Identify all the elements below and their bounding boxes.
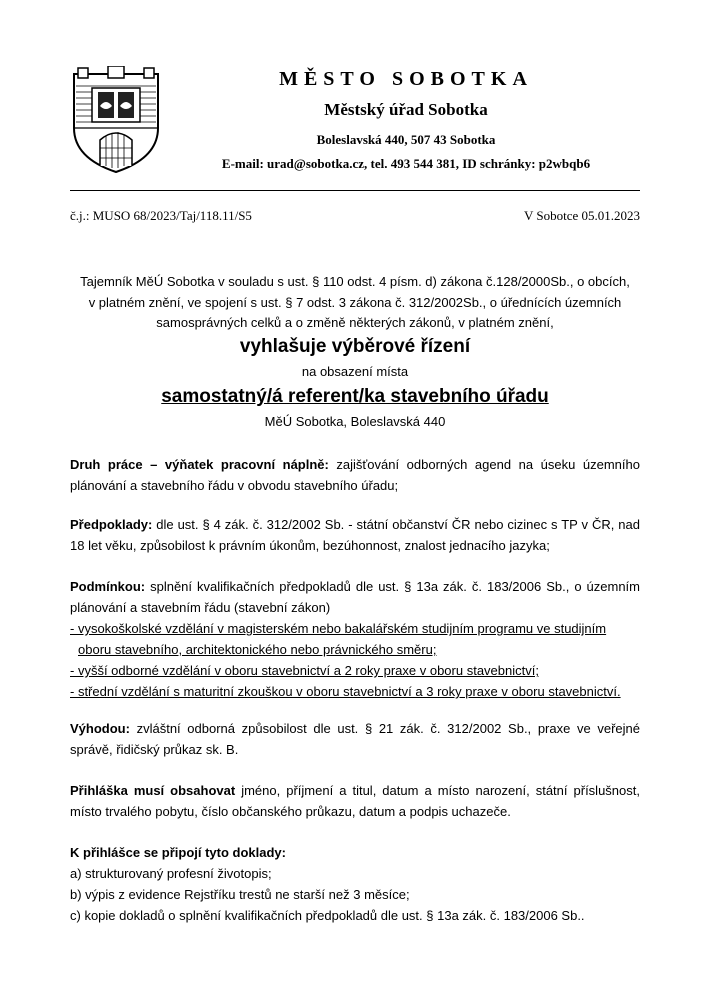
- city-name: MĚSTO SOBOTKA: [279, 68, 533, 90]
- condition-item: oboru stavebního, architektonického nebo právnického směru;: [78, 642, 437, 657]
- coat-of-arms-icon: [70, 66, 162, 176]
- application-section: [70, 780, 640, 822]
- document-item: a) strukturovaný profesní životopis;: [70, 866, 272, 881]
- section-label: Výhodou:: [70, 721, 130, 736]
- section-text: jméno, příjmení a titul, datum a místo narození, státní příslušnost, místo trvalého pobytu, číslo občanského průkazu, datum a podpis uchazeče.: [70, 783, 640, 819]
- section-label: K přihlášce se připojí tyto doklady:: [70, 845, 286, 860]
- section-label: Druh práce – výňatek pracovní náplně:: [70, 457, 329, 472]
- intro-paragraph: [70, 272, 640, 334]
- occupation-text: na obsazení místa: [301, 364, 409, 379]
- work-description-section: [70, 454, 640, 496]
- conditions-section: [70, 576, 640, 702]
- section-label: Předpoklady:: [70, 517, 153, 532]
- intro-line: v platném znění, ve spojení s ust. § 7 odst. 3 zákona č. 312/2002Sb., o úřednících územních: [88, 294, 622, 310]
- document-item: b) výpis z evidence Rejstříku trestů ne starší než 3 měsíce;: [70, 887, 410, 902]
- position-title: samostatný/á referent/ka stavebního úřadu: [161, 386, 549, 407]
- announcement-heading: vyhlašuje výběrové řízení: [239, 336, 471, 357]
- advantage-section: [70, 718, 640, 760]
- condition-item: - střední vzdělání s maturitní zkouškou v oboru stavebnictví a 3 roky praxe v oboru stavebnictví.: [70, 684, 621, 699]
- section-label: Podmínkou:: [70, 579, 146, 594]
- header-divider: [70, 190, 640, 191]
- document-date: V Sobotce 05.01.2023: [523, 208, 640, 223]
- section-text: dle ust. § 4 zák. č. 312/2002 Sb. - státní občanství ČR nebo cizinec s TP v ČR, nad 18 let věku, způsobilost k právním úkonům, bezúhonnost, znalost jednacího jazyka;: [70, 517, 640, 553]
- reference-number: č.j.: MUSO 68/2023/Taj/118.11/S5: [70, 208, 252, 223]
- section-label: Přihláška musí obsahovat: [70, 783, 236, 798]
- letterhead: [70, 60, 640, 190]
- intro-line: Tajemník MěÚ Sobotka v souladu s ust. § 110 odst. 4 písm. d) zákona č.128/2000Sb., o obcích,: [80, 274, 630, 289]
- section-text: zajišťování odborných agend na úseku územního plánování a stavebního řádu v obvodu stavebního úřadu;: [70, 457, 640, 493]
- intro-line: samosprávných celků a o změně některých zákonů, v platném znění,: [156, 315, 554, 330]
- office-name: Městský úřad Sobotka: [324, 100, 488, 119]
- condition-item: - vyšší odborné vzdělání v oboru stavebnictví a 2 roky praxe v oboru stavebnictví;: [70, 663, 539, 678]
- workplace: MěÚ Sobotka, Boleslavská 440: [264, 414, 446, 429]
- documents-section: [70, 842, 640, 926]
- document-item: c) kopie dokladů o splnění kvalifikačních předpokladů dle ust. § 13a zák. č. 183/2006 Sb..: [70, 908, 585, 923]
- condition-item: - vysokoškolské vzdělání v magisterském nebo bakalářském studijním programu ve studijním: [70, 621, 607, 636]
- prerequisites-section: [70, 514, 640, 556]
- office-contact: E-mail: urad@sobotka.cz, tel. 493 544 381, ID schránky: p2wbqb6: [221, 156, 591, 171]
- section-text: splnění kvalifikačních předpokladů dle ust. § 13a zák. č. 183/2006 Sb., o územním plánování a stavebním řádu (stavební zákon): [70, 579, 640, 615]
- section-text: zvláštní odborná způsobilost dle ust. § 21 zák. č. 312/2002 Sb., praxe ve veřejné správě, řidičský průkaz sk. B.: [70, 721, 640, 757]
- office-address: Boleslavská 440, 507 43 Sobotka: [316, 132, 496, 147]
